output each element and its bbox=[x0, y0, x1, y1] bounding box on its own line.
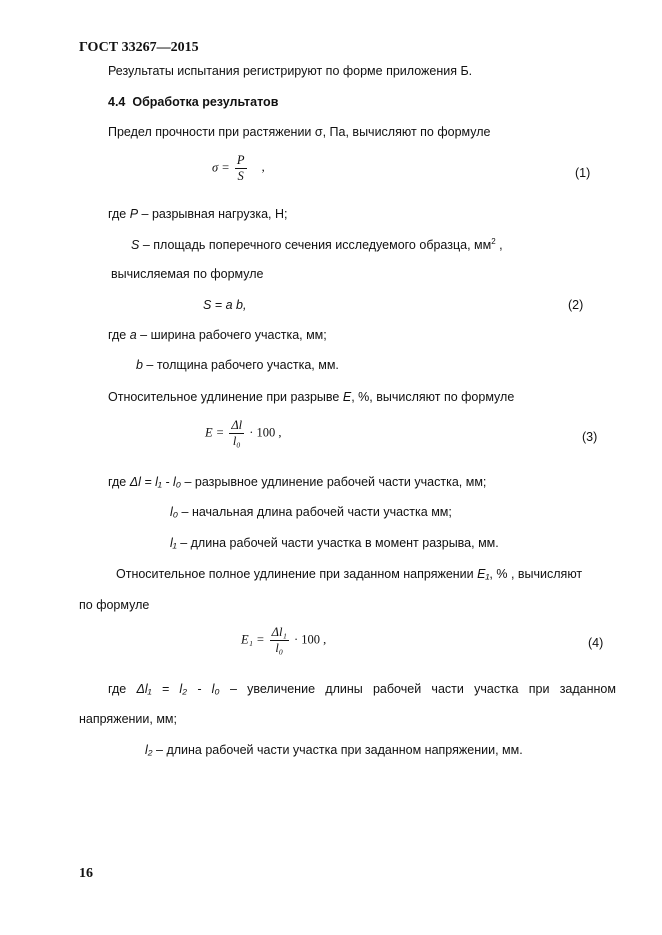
variable: S bbox=[131, 238, 140, 253]
formula-1 bbox=[212, 154, 265, 183]
text-line: где P – разрывная нагрузка, Н; bbox=[108, 207, 288, 221]
fraction-numerator: Δl₁ bbox=[271, 625, 287, 639]
text-line: вычисляемая по формуле bbox=[111, 267, 264, 281]
text-line: S – площадь поперечного сечения исследуемого образца, $мм^2$ , bbox=[131, 237, 503, 253]
variable: Δl = l₁ - l₀ bbox=[129, 475, 182, 489]
fraction bbox=[235, 154, 247, 183]
formula-number: (4) bbox=[588, 636, 604, 650]
text-line: напряжении, мм; bbox=[79, 712, 177, 726]
text-line: где a – ширина рабочего участка, мм; bbox=[108, 328, 327, 342]
section-heading bbox=[108, 95, 278, 109]
text-line: l₂ – длина рабочей части участка при заданном напряжении, мм. bbox=[145, 743, 523, 757]
variable: l₁ bbox=[170, 536, 177, 550]
variable: l₂ bbox=[145, 743, 153, 757]
formula-2 bbox=[203, 298, 246, 312]
text-line: l₀ – начальная длина рабочей части участка мм; bbox=[170, 505, 452, 519]
text-line: где Δl = l₁ - l₀ – разрывное удлинение рабочей части участка, мм; bbox=[108, 475, 487, 489]
formula-3 bbox=[205, 419, 282, 448]
formula-number: (1) bbox=[575, 166, 591, 180]
variable: E₁ bbox=[477, 567, 490, 581]
text-line: по формуле bbox=[79, 598, 150, 612]
text-line: Относительное удлинение при разрыве E, %, вычисляют по формуле bbox=[108, 390, 515, 404]
section-number: 4.4 bbox=[108, 95, 126, 109]
text-line: Результаты испытания регистрируют по форме приложения Б. bbox=[108, 64, 473, 78]
variable: l₀ bbox=[170, 505, 179, 519]
formula-lhs: E₁ = bbox=[241, 632, 265, 647]
variable: b bbox=[136, 358, 143, 372]
formula-number: (3) bbox=[582, 430, 598, 444]
formula-4 bbox=[241, 626, 326, 655]
formula-text: S = a b, bbox=[203, 298, 247, 312]
formula-tail: , bbox=[261, 160, 265, 175]
formula-tail: · 100 , bbox=[293, 632, 327, 647]
fraction-numerator: Δl bbox=[231, 418, 243, 432]
fraction-numerator: P bbox=[236, 153, 245, 167]
page-number: 16 bbox=[79, 866, 93, 881]
variable: a bbox=[129, 328, 137, 342]
superscript: 2 bbox=[491, 237, 496, 246]
variable: Δl₁ = l₂ - l₀ bbox=[136, 682, 220, 696]
text-line: b – толщина рабочего участка, мм. bbox=[136, 358, 339, 372]
text-line: Предел прочности при растяжении σ, Па, вычисляют по формуле bbox=[108, 125, 491, 139]
formula-number: (2) bbox=[568, 298, 584, 312]
standard-header: ГОСТ 33267—2015 bbox=[79, 40, 199, 55]
formula-lhs: σ = bbox=[212, 160, 230, 175]
text-line: где Δl₁ = l₂ - l₀ – увеличение длины рабочей части участка при заданном bbox=[108, 682, 616, 696]
fraction bbox=[270, 626, 289, 655]
variable: P bbox=[129, 207, 139, 221]
fraction-denominator: l₀ bbox=[232, 434, 241, 448]
formula-lhs: E = bbox=[205, 425, 225, 440]
section-title: Обработка результатов bbox=[132, 95, 279, 109]
text-line: Относительное полное удлинение при заданном напряжении E₁, % , вычисляют bbox=[116, 567, 583, 581]
fraction-denominator: S bbox=[237, 169, 244, 183]
fraction-denominator: l₀ bbox=[275, 641, 284, 655]
text-line: l₁ – длина рабочей части участка в момент разрыва, мм. bbox=[170, 536, 499, 550]
formula-tail: · 100 , bbox=[249, 425, 282, 440]
fraction bbox=[229, 419, 244, 448]
variable: E bbox=[342, 390, 352, 404]
